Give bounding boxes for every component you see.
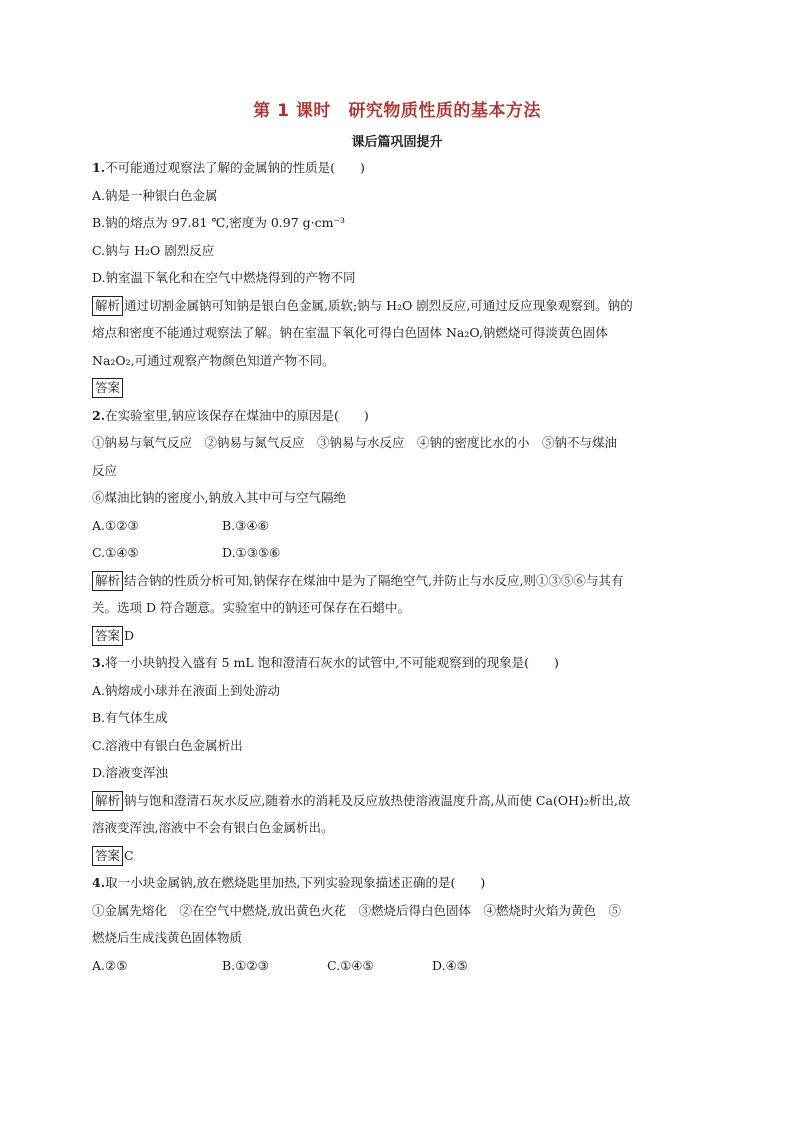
worksheet-page (92, 96, 702, 979)
question-4-items-line-1: ①金属先熔化 ②在空气中燃烧,放出黄色火花 ③燃烧后得白色固体 ④燃烧时火焰为黄色 ⑤ (92, 902, 621, 918)
question-2-option-d: D.①③⑤⑥ (222, 545, 281, 560)
question-3-option-b: B.有气体生成 (92, 710, 168, 725)
question-1-answer (92, 374, 702, 402)
question-2-number: 2. (92, 407, 106, 423)
question-2-option-c: C.①④⑤ (92, 545, 139, 560)
question-1-option-b: B.钠的熔点为 97.81 ℃,密度为 0.97 g·cm⁻³ (92, 215, 346, 230)
answer-value: D (124, 627, 135, 643)
question-4-options-row (92, 952, 702, 980)
question-3-number: 3. (92, 655, 106, 670)
question-2-items-line-3: ⑥煤油比钠的密度小,钠放入其中可与空气隔绝 (92, 490, 346, 505)
answer-label: 答案 (92, 626, 123, 646)
question-3-option-a: A.钠熔成小球并在液面上到处游动 (92, 682, 281, 698)
question-2-answer (92, 622, 702, 650)
question-2-stem (92, 402, 702, 430)
analysis-label: 解析 (92, 571, 123, 591)
question-1-option-a: A.钠是一种银白色金属 (92, 187, 218, 203)
analysis-text: 钠与饱和澄清石灰水反应,随着水的消耗及反应放热使溶液温度升高,从而使 Ca(OH)₂析出,故 (124, 792, 631, 808)
analysis-text: 结合钠的性质分析可知,钠保存在煤油中是为了隔绝空气,并防止与水反应,则①③⑤⑥与其有 (124, 572, 624, 588)
analysis-text: 通过切割金属钠可知钠是银白色金属,质软;钠与 H₂O 剧烈反应,可通过反应现象观察到。钠的 (124, 297, 633, 313)
question-2-option-b: B.③④⑥ (222, 517, 269, 533)
analysis-label: 解析 (92, 791, 123, 811)
question-1-analysis-line-3: Na₂O₂,可通过观察产物颜色知道产物不同。 (92, 352, 335, 368)
question-4-number: 4. (92, 875, 106, 890)
question-4-option-a: A.②⑤ (92, 957, 128, 973)
answer-label: 答案 (92, 846, 123, 866)
question-4-option-d: D.④⑤ (432, 957, 468, 973)
question-2-text: 在实验室里,钠应该保存在煤油中的原因是( ) (105, 407, 369, 423)
question-3-option-c: C.溶液中有银白色金属析出 (92, 737, 243, 753)
question-1-option-c: C.钠与 H₂O 剧烈反应 (92, 242, 215, 258)
question-3-analysis-line-2: 溶液变浑浊,溶液中不会有银白色金属析出。 (92, 820, 334, 835)
question-2-options-row-1 (92, 512, 702, 540)
answer-label: 答案 (92, 378, 123, 398)
question-2-option-a: A.①②③ (92, 517, 139, 533)
question-3-answer (92, 842, 702, 870)
question-3-analysis (92, 787, 702, 815)
page-title: 第 1 课时 研究物质性质的基本方法 (253, 101, 541, 121)
question-1-analysis-line-2: 熔点和密度不能通过观察法了解。钠在室温下氧化可得白色固体 Na₂O,钠燃烧可得淡黄色固体 (92, 325, 608, 340)
question-4-option-c: C.①④⑤ (327, 957, 374, 973)
question-1-option-d: D.钠室温下氧化和在空气中燃烧得到的产物不同 (92, 270, 356, 285)
question-2-items-line-1: ①钠易与氧气反应 ②钠易与氮气反应 ③钠易与水反应 ④钠的密度比水的小 ⑤钠不与煤油 (92, 435, 618, 450)
question-4-items-line-2: 燃烧后生成浅黄色固体物质 (92, 930, 243, 945)
question-4-stem (92, 869, 702, 897)
question-1-stem (92, 154, 702, 182)
question-4-option-b: B.①②③ (222, 957, 269, 973)
question-2-analysis (92, 567, 702, 595)
question-2-options-row-2 (92, 539, 702, 567)
question-1-analysis (92, 292, 702, 320)
question-2-analysis-line-2: 关。选项 D 符合题意。实验室中的钠还可保存在石蜡中。 (92, 600, 410, 615)
question-1-number: 1. (92, 160, 106, 175)
answer-value: C (124, 847, 134, 863)
question-3-text: 将一小块钠投入盛有 5 mL 饱和澄清石灰水的试管中,不可能观察到的现象是( ) (105, 655, 559, 670)
section-subtitle: 课后篇巩固提升 (351, 135, 443, 150)
analysis-label: 解析 (92, 296, 123, 316)
question-3-stem (92, 649, 702, 677)
question-1-text: 不可能通过观察法了解的金属钠的性质是( ) (105, 160, 365, 175)
question-2-items-line-2: 反应 (92, 462, 118, 478)
question-3-option-d: D.溶液变浑浊 (92, 765, 169, 780)
question-4-text: 取一小块金属钠,放在燃烧匙里加热,下列实验现象描述正确的是( ) (105, 875, 486, 890)
